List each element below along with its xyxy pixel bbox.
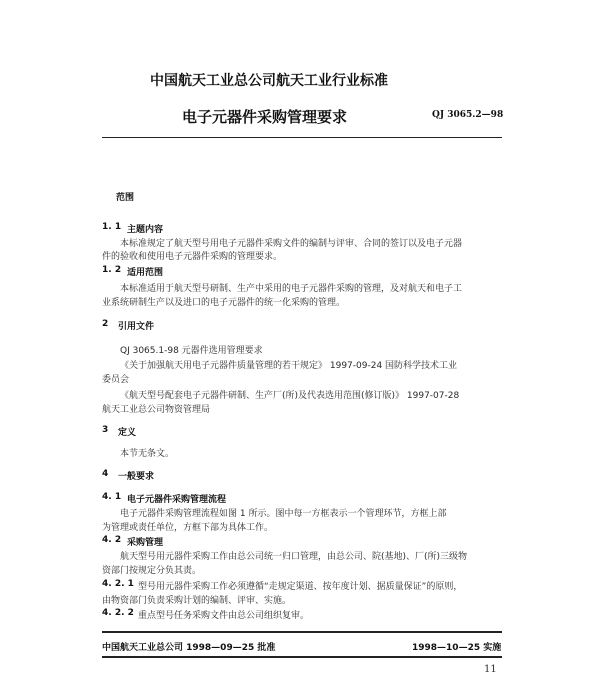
section-4-2-title: 采购管理 [127,538,164,548]
paragraph-line: 为管理或责任单位，方框下部为具体工作。 [102,523,274,533]
paragraph-line: 业系统研制生产以及进口的电子元器件的统一化采购的管理。 [102,298,346,308]
section-3-number: 3 [102,425,109,435]
section-1-2-title: 适用范围 [127,268,164,278]
approval-date: 中国航天工业总公司 1998—09—25 批准 [102,643,276,653]
standard-number: QJ 3065.2—98 [432,110,504,120]
reference-item: 委员会 [102,375,130,385]
footer-rule [102,631,502,633]
paragraph-line: 型号用元器件采购工作必须遵循“走规定渠道、按年度计划、据质量保证”的原则， [138,582,463,592]
reference-item: 《关于加强航天用电子元器件质量管理的若干规定》 1997-09-24 国防科学技术工业 [120,361,458,371]
reference-item: 《航天型号配套电子元器件研制、生产厂(所)及代表选用范围(修订版)》 1997-07-28 [120,391,460,401]
paragraph-line: 资部门按规定分负其责。 [102,566,202,576]
section-4-2-2-number: 4. 2. 2 [102,608,134,618]
section-4-2-number: 4. 2 [102,535,122,545]
section-1-1-number: 1. 1 [102,222,122,232]
paragraph-line: 电子元器件采购管理流程如图 1 所示。图中每一方框表示一个管理环节，方框上部 [120,509,447,519]
paragraph-line: 本节无条文。 [120,449,175,459]
section-2-number: 2 [102,319,109,329]
section-4-2-1-number: 4. 2. 1 [102,579,134,589]
section-4-1-number: 4. 1 [102,492,122,502]
document-title: 电子元器件采购管理要求 [182,108,348,126]
section-4-title: 一般要求 [118,472,155,482]
footer-rule-bottom [102,656,502,658]
paragraph-line: 航天型号用元器件采购工作由总公司统一归口管理，由总公司、院(基地)、厂(所)三级物 [120,552,468,562]
section-4-number: 4 [102,469,109,479]
header-rule [102,137,502,138]
paragraph-line: 重点型号任务采购文件由总公司组织复审。 [138,611,310,621]
paragraph-line: 本标准适用于航天型号研制、生产中采用的电子元器件采购的管理，及对航天和电子工 [120,284,463,294]
section-1-1-title: 主题内容 [127,225,164,235]
reference-item: 航天工业总公司物资管理局 [102,405,211,415]
section-4-1-title: 电子元器件采购管理流程 [127,495,227,505]
issuer-heading: 中国航天工业总公司航天工业行业标准 [150,73,388,89]
section-1-title: 范围 [116,193,135,203]
paragraph-line: 由物资部门负责采购计划的编制、评审、实施。 [102,596,292,606]
paragraph-line: 件的验收和使用电子元器件采购的管理要求。 [102,252,283,262]
effective-date: 1998—10—25 实施 [412,643,502,653]
section-1-2-number: 1. 2 [102,265,122,275]
page-number: 11 [484,664,497,675]
section-3-title: 定义 [118,428,137,438]
reference-item: QJ 3065.1-98 元器件选用管理要求 [120,346,263,356]
section-2-title: 引用文件 [118,322,155,332]
paragraph-line: 本标准规定了航天型号用电子元器件采购文件的编制与评审、合同的签订以及电子元器 [120,239,463,249]
